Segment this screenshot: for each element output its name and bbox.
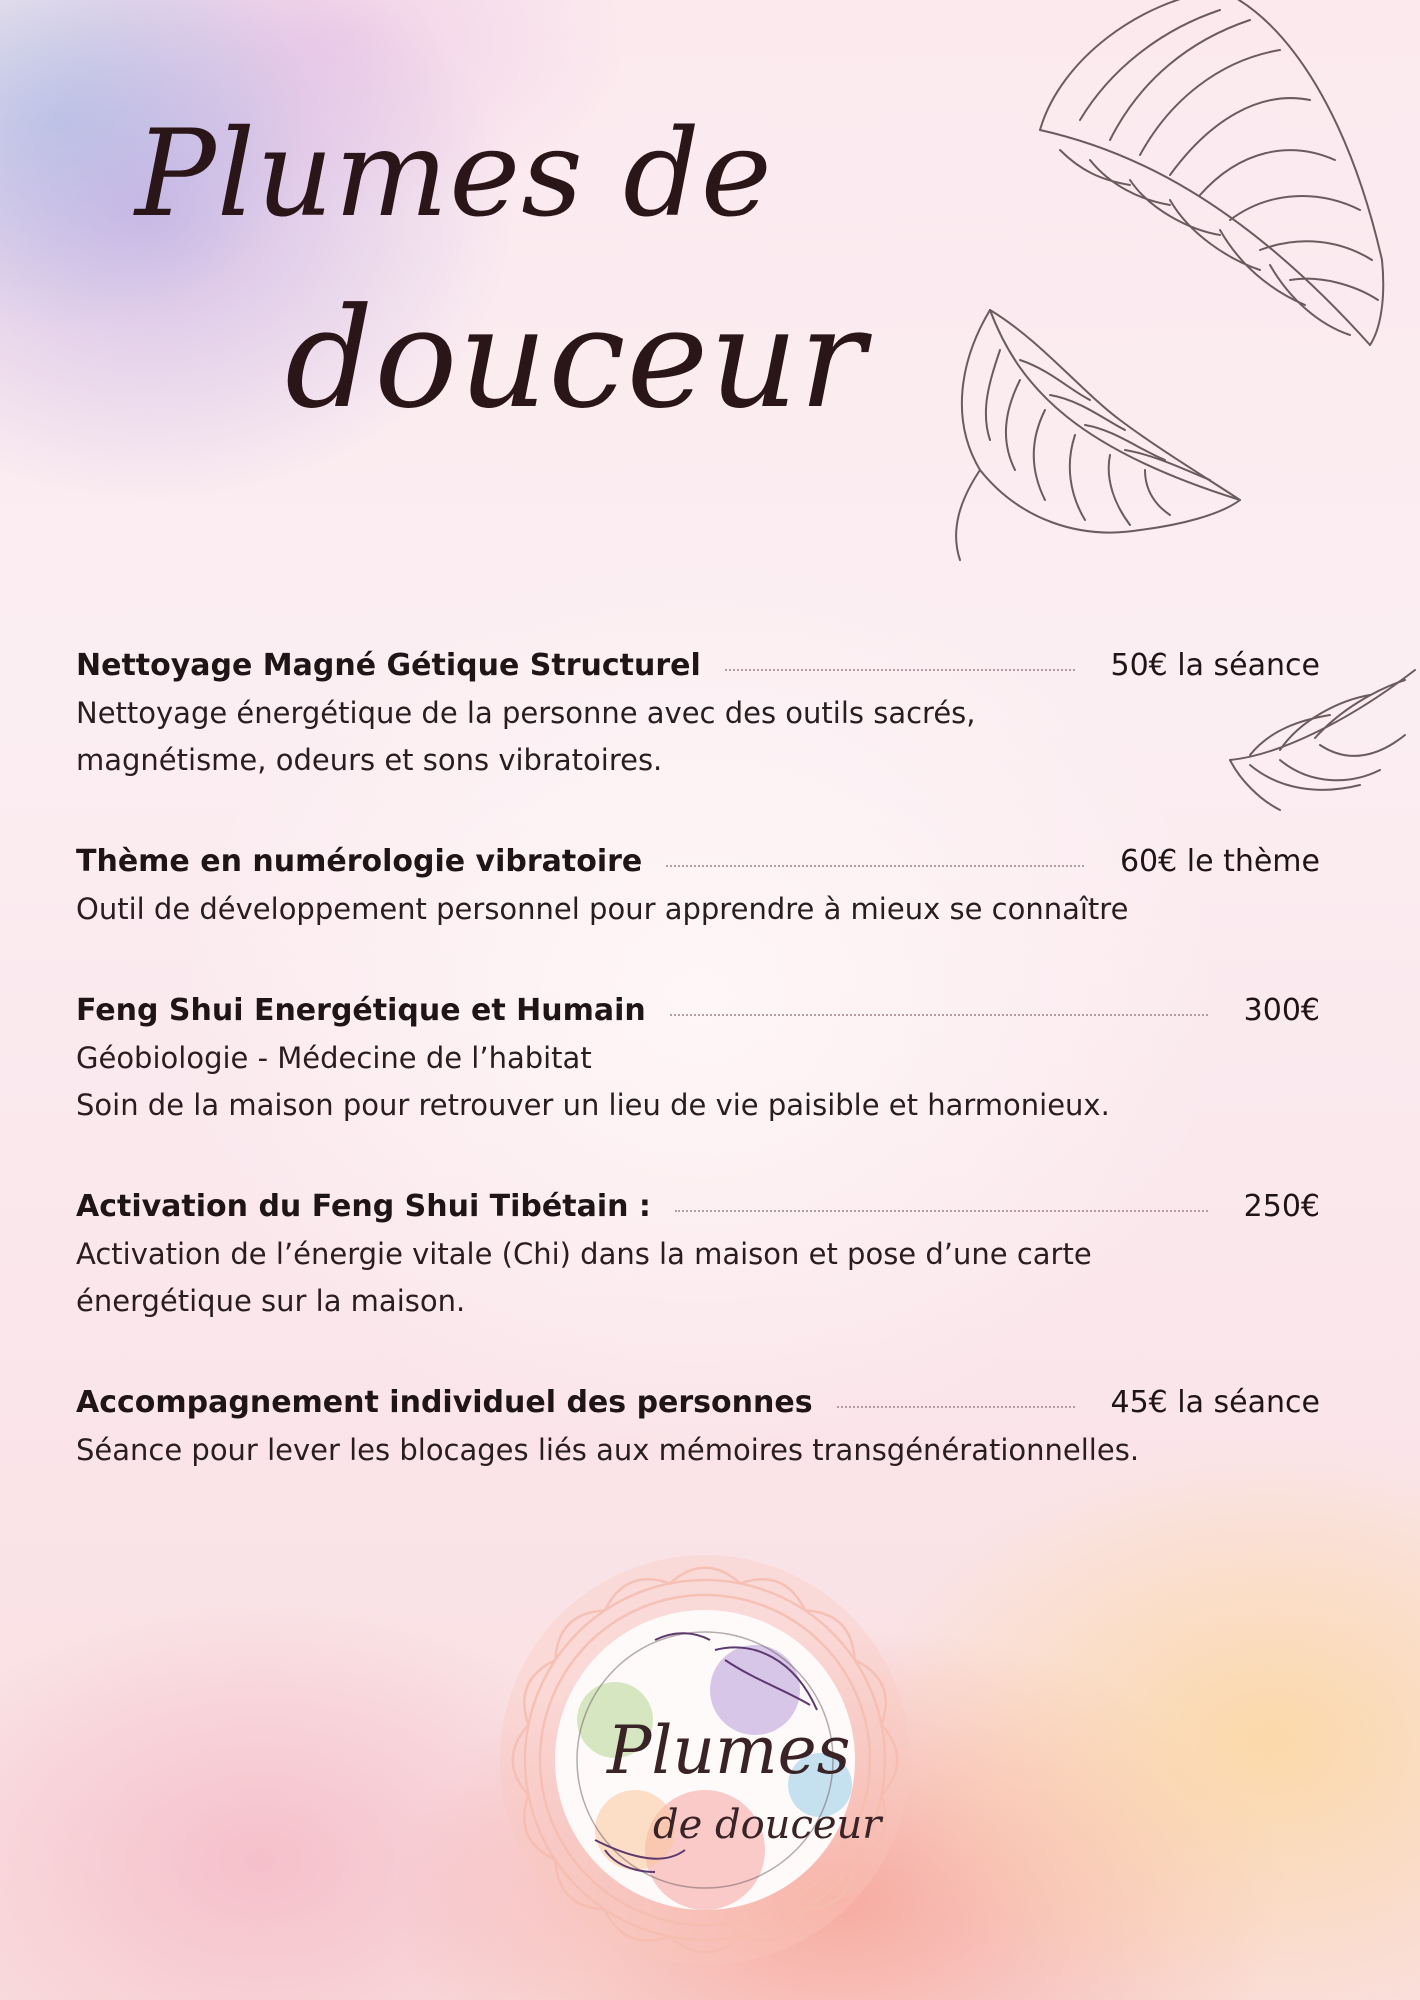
logo-text-line1: Plumes	[607, 1712, 851, 1789]
service-item	[76, 836, 1320, 933]
feather-icon	[920, 300, 1250, 600]
service-description-line: magnétisme, odeurs et sons vibratoires.	[76, 743, 663, 777]
dotted-leader	[837, 1406, 1075, 1408]
service-name: Thème en numérologie vibratoire	[76, 843, 643, 879]
page-title-line1: Plumes de	[135, 105, 773, 244]
service-price: 60€ le thème	[1119, 843, 1320, 879]
service-item	[76, 1377, 1320, 1474]
service-description-line: énergétique sur la maison.	[76, 1284, 466, 1318]
logo-center	[555, 1610, 882, 1910]
service-header	[76, 640, 1320, 690]
service-item	[76, 640, 1320, 784]
page-title-line2: douceur	[285, 278, 867, 439]
dotted-leader	[675, 1210, 1208, 1212]
service-price: 50€ la séance	[1110, 647, 1320, 683]
service-price: 250€	[1243, 1188, 1320, 1224]
service-item	[76, 1181, 1320, 1325]
service-price: 45€ la séance	[1110, 1384, 1320, 1420]
brand-logo	[485, 1540, 925, 1980]
service-description-line: Nettoyage énergétique de la personne avec des outils sacrés,	[76, 696, 976, 730]
dotted-leader	[666, 865, 1084, 867]
service-description-line: Soin de la maison pour retrouver un lieu de vie paisible et harmonieux.	[76, 1088, 1110, 1122]
service-header	[76, 836, 1320, 886]
logo-text-line2: de douceur	[653, 1802, 882, 1848]
dotted-leader	[670, 1014, 1208, 1016]
service-name: Activation du Feng Shui Tibétain :	[76, 1188, 651, 1224]
service-header	[76, 1377, 1320, 1427]
service-name: Feng Shui Energétique et Humain	[76, 992, 646, 1028]
service-description-line: Géobiologie - Médecine de l’habitat	[76, 1041, 592, 1075]
service-name: Nettoyage Magné Gétique Structurel	[76, 647, 701, 683]
service-description-line: Séance pour lever les blocages liés aux mémoires transgénérationnelles.	[76, 1433, 1140, 1467]
dotted-leader	[725, 669, 1075, 671]
service-header	[76, 1181, 1320, 1231]
services-list	[76, 640, 1320, 1526]
service-item	[76, 985, 1320, 1129]
service-header	[76, 985, 1320, 1035]
service-description-line: Outil de développement personnel pour apprendre à mieux se connaître	[76, 892, 1129, 926]
service-price: 300€	[1243, 992, 1320, 1028]
service-description-line: Activation de l’énergie vitale (Chi) dans la maison et pose d’une carte	[76, 1237, 1092, 1271]
service-name: Accompagnement individuel des personnes	[76, 1384, 813, 1420]
